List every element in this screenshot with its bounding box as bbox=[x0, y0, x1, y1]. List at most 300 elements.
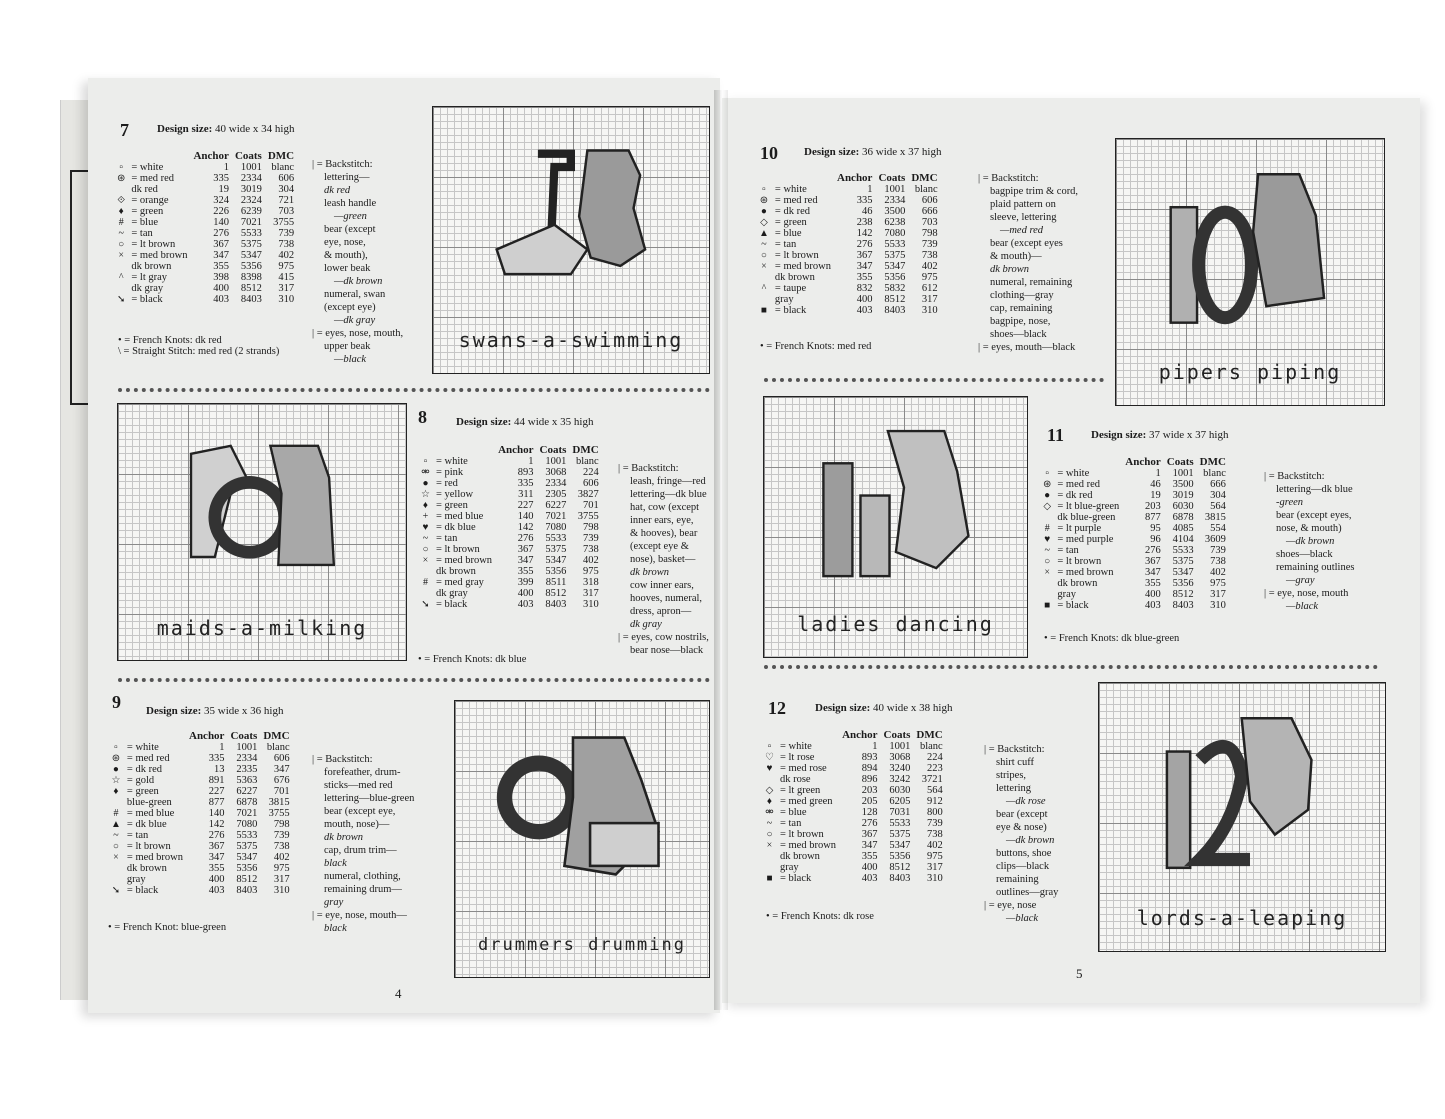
table-cell: 276 bbox=[1145, 545, 1161, 556]
note-line: shirt cuff bbox=[996, 757, 1035, 769]
note-line: lettering bbox=[996, 783, 1031, 795]
note-line: | = eyes, mouth—black bbox=[978, 342, 1076, 354]
table-cell: = med red bbox=[1057, 479, 1101, 490]
table-cell: = red bbox=[435, 478, 458, 489]
table-cell: 310 bbox=[921, 305, 938, 316]
table-cell: = tan bbox=[1057, 545, 1079, 556]
cross-stitch-chart bbox=[1115, 138, 1385, 406]
note-line: clothing—gray bbox=[990, 290, 1054, 302]
symbol-icon: × bbox=[766, 840, 773, 851]
table-cell: 1001 bbox=[889, 741, 911, 752]
note-line: -green bbox=[1276, 497, 1304, 509]
table-cell: = med brown bbox=[779, 840, 837, 851]
symbol-icon: ~ bbox=[113, 830, 119, 841]
table-cell: 5356 bbox=[240, 261, 262, 272]
cross-stitch-chart bbox=[454, 700, 710, 978]
color-key-table bbox=[762, 729, 946, 884]
bear-bagpipe-motif bbox=[1148, 166, 1352, 331]
footer-notes bbox=[1044, 633, 1179, 644]
table-cell: 676 bbox=[273, 775, 290, 786]
column-header: DMC bbox=[911, 172, 938, 184]
table-cell: = med brown bbox=[774, 261, 831, 272]
symbol-icon bbox=[108, 797, 124, 808]
table-cell: gray bbox=[126, 874, 146, 885]
table-cell: 5356 bbox=[545, 566, 567, 577]
column-header: Coats bbox=[539, 444, 567, 456]
table-row bbox=[762, 829, 946, 840]
table-header-row bbox=[418, 444, 602, 456]
symbol-icon: ^ bbox=[118, 272, 124, 283]
symbol-icon bbox=[762, 851, 777, 862]
table-cell: 403 bbox=[856, 305, 873, 316]
cross-stitch-chart bbox=[117, 403, 407, 661]
column-header: Anchor bbox=[837, 172, 873, 184]
bear-leaping-motif bbox=[1133, 710, 1350, 876]
table-row bbox=[114, 250, 297, 261]
chart-caption: maids-a-milking bbox=[156, 615, 368, 640]
symbol-icon: ● bbox=[760, 206, 767, 217]
table-cell: = white bbox=[131, 162, 164, 173]
table-cell: 5375 bbox=[545, 544, 567, 555]
symbol-icon: ♥ bbox=[422, 522, 429, 533]
symbol-icon: # bbox=[113, 808, 119, 819]
table-row bbox=[756, 195, 941, 206]
note-line: bagpipe trim & cord, bbox=[990, 186, 1079, 198]
note-line: numeral, swan bbox=[324, 289, 386, 301]
design-size: Design size: 44 wide x 35 high bbox=[456, 416, 594, 428]
bear-cow-motif bbox=[153, 430, 372, 589]
backstitch-notes bbox=[618, 462, 716, 657]
table-cell: = black bbox=[131, 294, 163, 305]
table-cell: 96 bbox=[1150, 534, 1161, 545]
column-header: Anchor bbox=[842, 729, 878, 741]
table-row bbox=[756, 184, 941, 195]
table-cell: 19 bbox=[1150, 490, 1161, 501]
table-row bbox=[1040, 578, 1229, 589]
table-row bbox=[418, 544, 602, 555]
table-cell: 415 bbox=[278, 272, 295, 283]
symbol-icon: ⊛ bbox=[111, 753, 121, 764]
table-cell: = black bbox=[435, 599, 468, 610]
table-cell: 1001 bbox=[240, 162, 262, 173]
chart-caption: drummers drumming bbox=[478, 934, 686, 955]
symbol-icon bbox=[114, 261, 128, 272]
symbol-icon: ➘ bbox=[421, 599, 430, 610]
table-cell: 739 bbox=[926, 818, 943, 829]
backstitch-notes bbox=[1264, 470, 1374, 613]
table-cell: 335 bbox=[213, 173, 229, 184]
table-cell: = green bbox=[126, 786, 159, 797]
table-header-row bbox=[762, 729, 946, 741]
table-cell: 347 bbox=[856, 261, 873, 272]
table-row bbox=[418, 500, 602, 511]
symbol-icon: ⟐ bbox=[117, 195, 126, 206]
table-cell: 6238 bbox=[884, 217, 906, 228]
table-cell: = lt gray bbox=[131, 272, 168, 283]
table-cell: 224 bbox=[926, 752, 943, 763]
table-cell: 223 bbox=[926, 763, 943, 774]
symbol-icon: ○ bbox=[766, 829, 773, 840]
table-row bbox=[1040, 523, 1229, 534]
design-number: 11 bbox=[1047, 425, 1065, 445]
table-row bbox=[418, 533, 602, 544]
table-cell: 400 bbox=[208, 874, 225, 885]
table-cell: 5356 bbox=[884, 272, 906, 283]
table-cell: 738 bbox=[278, 239, 295, 250]
table-cell: 347 bbox=[1145, 567, 1161, 578]
table-cell: dk rose bbox=[779, 774, 811, 785]
table-cell: 8512 bbox=[884, 294, 906, 305]
note-line: bagpipe, nose, bbox=[990, 316, 1051, 328]
symbol-icon: ■ bbox=[1044, 600, 1051, 611]
note-line: cap, drum trim— bbox=[324, 845, 397, 857]
table-cell: 3609 bbox=[1204, 534, 1226, 545]
note-line: forefeather, drum- bbox=[324, 767, 401, 779]
symbol-icon: × bbox=[761, 261, 767, 272]
table-cell: 798 bbox=[921, 228, 938, 239]
table-cell: 227 bbox=[208, 786, 225, 797]
page-number-left: 4 bbox=[395, 986, 402, 1001]
note-line: bear (except eyes, bbox=[1276, 510, 1352, 522]
bear-drum-motif bbox=[485, 729, 678, 900]
symbol-icon: ▫ bbox=[1045, 468, 1049, 479]
symbol-icon: # bbox=[422, 577, 428, 588]
symbol-icon: ☆ bbox=[111, 775, 121, 786]
table-cell: 367 bbox=[861, 829, 878, 840]
footer-line: • = French Knots: dk red bbox=[118, 335, 222, 346]
note-line: remaining drum— bbox=[324, 884, 402, 896]
design-number: 12 bbox=[768, 698, 786, 718]
symbol-icon: ▫ bbox=[762, 184, 766, 195]
table-cell: 893 bbox=[517, 467, 534, 478]
table-row bbox=[1040, 589, 1229, 600]
table-cell: 3755 bbox=[268, 808, 290, 819]
table-cell: 739 bbox=[1210, 545, 1226, 556]
symbol-icon bbox=[756, 272, 772, 283]
symbol-icon: × bbox=[422, 555, 429, 566]
table-row bbox=[418, 555, 602, 566]
table-row bbox=[418, 478, 602, 489]
table-cell: 5533 bbox=[1172, 545, 1194, 556]
table-cell: = med brown bbox=[131, 250, 188, 261]
symbol-icon bbox=[108, 863, 124, 874]
table-cell: 3019 bbox=[240, 184, 262, 195]
note-line: inner ears, eye, bbox=[630, 515, 694, 527]
table-cell: 5375 bbox=[889, 829, 911, 840]
note-line: | = eye, nose, mouth— bbox=[312, 910, 407, 922]
table-cell: 324 bbox=[213, 195, 229, 206]
table-cell: 367 bbox=[208, 841, 225, 852]
footer-line: \ = Straight Stitch: med red (2 strands) bbox=[118, 346, 280, 357]
table-cell: 5375 bbox=[236, 841, 258, 852]
footer-notes bbox=[118, 335, 279, 357]
footer-line: • = French Knots: dk blue-green bbox=[1044, 633, 1180, 644]
table-row bbox=[762, 873, 946, 884]
table-row bbox=[114, 184, 297, 195]
table-row bbox=[1040, 534, 1229, 545]
table-cell: = lt brown bbox=[774, 250, 819, 261]
table-cell: 701 bbox=[582, 500, 599, 511]
table-row bbox=[108, 830, 293, 841]
color-key-table bbox=[108, 730, 293, 896]
table-cell: 276 bbox=[213, 228, 229, 239]
symbol-icon: # bbox=[1044, 523, 1050, 534]
table-row bbox=[108, 764, 293, 775]
table-cell: 7080 bbox=[884, 228, 906, 239]
table-cell: 975 bbox=[273, 863, 290, 874]
table-cell: = black bbox=[779, 873, 812, 884]
table-cell: 140 bbox=[213, 217, 229, 228]
symbol-icon: ○ bbox=[760, 250, 767, 261]
table-cell: 3500 bbox=[1172, 479, 1194, 490]
note-line: outlines—gray bbox=[996, 887, 1059, 899]
table-row bbox=[108, 742, 293, 753]
table-cell: 3827 bbox=[577, 489, 599, 500]
table-cell: 3019 bbox=[1172, 490, 1194, 501]
table-cell: = lt rose bbox=[779, 752, 815, 763]
note-line: dk brown bbox=[324, 832, 363, 844]
table-row bbox=[762, 785, 946, 796]
table-cell: gray bbox=[1057, 589, 1077, 600]
table-cell: 5347 bbox=[889, 840, 911, 851]
table-cell: 6878 bbox=[236, 797, 258, 808]
note-line: leash, fringe—red bbox=[630, 476, 706, 488]
note-line: lettering—dk blue bbox=[630, 489, 707, 501]
table-cell: = med blue bbox=[435, 511, 484, 522]
chart-caption: ladies dancing bbox=[797, 612, 994, 637]
bear-swan-motif bbox=[466, 134, 676, 299]
table-cell: 7021 bbox=[240, 217, 262, 228]
table-cell: 347 bbox=[517, 555, 534, 566]
note-line: bear (except eye, bbox=[324, 806, 396, 818]
symbol-icon: ● bbox=[422, 478, 429, 489]
table-row bbox=[1040, 600, 1229, 611]
table-cell: = dk red bbox=[126, 764, 162, 775]
table-cell: dk brown bbox=[435, 566, 476, 577]
table-cell: 95 bbox=[1150, 523, 1161, 534]
table-row bbox=[418, 566, 602, 577]
table-cell: = taupe bbox=[774, 283, 807, 294]
table-cell: 2334 bbox=[240, 173, 262, 184]
table-row bbox=[114, 217, 297, 228]
table-cell: = med red bbox=[126, 753, 170, 764]
symbol-icon: ○ bbox=[422, 544, 429, 555]
symbol-icon: ♦ bbox=[422, 500, 429, 511]
table-row bbox=[418, 599, 602, 610]
note-line: cap, remaining bbox=[990, 303, 1053, 315]
table-cell: dk blue-green bbox=[1057, 512, 1116, 523]
symbol-icon bbox=[762, 862, 777, 873]
symbol-icon: ~ bbox=[422, 533, 429, 544]
note-line: —black bbox=[1006, 913, 1039, 925]
backstitch-notes bbox=[312, 158, 403, 366]
table-cell: dk brown bbox=[131, 261, 172, 272]
table-row bbox=[762, 763, 946, 774]
symbol-icon: ~ bbox=[761, 239, 767, 250]
table-cell: = white bbox=[774, 184, 807, 195]
table-cell: = black bbox=[774, 305, 807, 316]
table-cell: blanc bbox=[266, 742, 290, 753]
table-row bbox=[762, 862, 946, 873]
table-cell: 894 bbox=[861, 763, 878, 774]
note-line: & mouth), bbox=[324, 250, 368, 262]
table-cell: 5832 bbox=[884, 283, 906, 294]
note-line: | = Backstitch: bbox=[978, 173, 1039, 184]
table-cell: 3815 bbox=[1204, 512, 1226, 523]
table-cell: 276 bbox=[856, 239, 873, 250]
symbol-icon bbox=[108, 874, 124, 885]
table-row bbox=[114, 195, 297, 206]
table-cell: 1 bbox=[867, 184, 873, 195]
table-cell: 1001 bbox=[236, 742, 258, 753]
note-line: | = eyes, nose, mouth, bbox=[312, 328, 404, 340]
note-line: —green bbox=[334, 211, 367, 223]
table-row bbox=[1040, 545, 1229, 556]
table-cell: 2334 bbox=[545, 478, 567, 489]
table-cell: = tan bbox=[774, 239, 797, 250]
table-cell: 877 bbox=[1145, 512, 1161, 523]
table-cell: 226 bbox=[213, 206, 229, 217]
note-line: cow inner ears, bbox=[630, 580, 694, 592]
section-divider bbox=[118, 388, 710, 392]
table-row bbox=[114, 162, 297, 173]
table-row bbox=[114, 173, 297, 184]
table-cell: 347 bbox=[273, 764, 290, 775]
table-cell: 5347 bbox=[545, 555, 567, 566]
note-line: dress, apron— bbox=[630, 606, 692, 618]
table-cell: = blue bbox=[131, 217, 159, 228]
table-cell: 8398 bbox=[240, 272, 262, 283]
table-row bbox=[114, 239, 297, 250]
note-line: leash handle bbox=[324, 198, 377, 210]
table-row bbox=[762, 807, 946, 818]
table-cell: = dk red bbox=[1057, 490, 1093, 501]
table-cell: 739 bbox=[273, 830, 290, 841]
table-cell: 8512 bbox=[236, 874, 258, 885]
column-header: DMC bbox=[572, 444, 599, 456]
table-cell: 5533 bbox=[236, 830, 258, 841]
table-cell: 310 bbox=[582, 599, 599, 610]
table-cell: 5533 bbox=[884, 239, 906, 250]
table-row bbox=[418, 588, 602, 599]
table-row bbox=[114, 294, 297, 305]
table-header-row bbox=[114, 150, 297, 162]
note-line: —dk rose bbox=[1006, 796, 1046, 808]
table-cell: 5356 bbox=[1172, 578, 1194, 589]
symbol-icon: ^ bbox=[761, 283, 767, 294]
table-cell: 317 bbox=[1210, 589, 1226, 600]
table-cell: 6227 bbox=[545, 500, 567, 511]
table-cell: = white bbox=[1057, 468, 1090, 479]
table-cell: 5356 bbox=[889, 851, 911, 862]
chart-caption: lords-a-leaping bbox=[1136, 905, 1348, 930]
table-cell: 5533 bbox=[889, 818, 911, 829]
note-line: | = Backstitch: bbox=[1264, 471, 1325, 482]
table-cell: = pink bbox=[435, 467, 464, 478]
note-line: dk brown bbox=[990, 264, 1029, 276]
table-cell: dk gray bbox=[131, 283, 164, 294]
table-cell: 1 bbox=[219, 742, 225, 753]
symbol-icon: × bbox=[113, 852, 119, 863]
table-cell: 739 bbox=[278, 228, 295, 239]
table-row bbox=[108, 863, 293, 874]
note-line: —med red bbox=[1000, 225, 1044, 237]
table-cell: 142 bbox=[517, 522, 534, 533]
table-cell: 318 bbox=[582, 577, 599, 588]
symbol-icon: ⚮ bbox=[421, 467, 430, 478]
table-row bbox=[1040, 567, 1229, 578]
table-cell: 304 bbox=[1210, 490, 1226, 501]
table-cell: 6205 bbox=[889, 796, 911, 807]
note-line: black bbox=[324, 858, 347, 870]
table-row bbox=[762, 796, 946, 807]
table-cell: 317 bbox=[921, 294, 938, 305]
symbol-icon: ➘ bbox=[117, 294, 126, 305]
table-row bbox=[762, 851, 946, 862]
table-cell: 403 bbox=[208, 885, 225, 896]
table-cell: = blue bbox=[779, 807, 807, 818]
symbol-icon bbox=[1040, 512, 1054, 523]
table-cell: = white bbox=[435, 456, 468, 467]
note-line: | = eye, nose, mouth bbox=[1264, 588, 1349, 600]
table-row bbox=[1040, 490, 1229, 501]
table-cell: 2334 bbox=[884, 195, 906, 206]
table-cell: 128 bbox=[861, 807, 878, 818]
table-cell: 1001 bbox=[1172, 468, 1194, 479]
table-cell: 7021 bbox=[545, 511, 567, 522]
design-size: Design size: 35 wide x 36 high bbox=[146, 705, 284, 717]
table-row bbox=[756, 261, 941, 272]
table-cell: 8403 bbox=[545, 599, 567, 610]
symbol-icon: ~ bbox=[118, 228, 124, 239]
table-cell: 398 bbox=[213, 272, 229, 283]
table-cell: = green bbox=[131, 206, 164, 217]
table-cell: 3755 bbox=[273, 217, 295, 228]
design-number: 8 bbox=[418, 407, 427, 427]
note-line: | = Backstitch: bbox=[312, 754, 373, 765]
table-cell: 1 bbox=[528, 456, 534, 467]
table-cell: 3068 bbox=[889, 752, 911, 763]
symbol-icon: ▫ bbox=[767, 741, 772, 752]
table-cell: 403 bbox=[1145, 600, 1161, 611]
note-line: bear nose—black bbox=[630, 645, 704, 657]
table-cell: 227 bbox=[517, 500, 534, 511]
symbol-icon bbox=[1040, 589, 1054, 600]
table-cell: 6030 bbox=[889, 785, 911, 796]
table-cell: 335 bbox=[517, 478, 534, 489]
symbol-icon: ➘ bbox=[111, 885, 121, 896]
note-line: buttons, shoe bbox=[996, 848, 1052, 860]
symbol-icon: ~ bbox=[766, 818, 773, 829]
bear-dancing-motif bbox=[796, 423, 996, 584]
table-cell: 5375 bbox=[884, 250, 906, 261]
table-cell: 798 bbox=[582, 522, 599, 533]
table-row bbox=[762, 818, 946, 829]
table-cell: = lt brown bbox=[131, 239, 176, 250]
table-cell: 739 bbox=[582, 533, 599, 544]
table-row bbox=[756, 283, 941, 294]
symbol-icon bbox=[114, 184, 128, 195]
table-row bbox=[1040, 512, 1229, 523]
table-row bbox=[756, 294, 941, 305]
backstitch-notes bbox=[312, 753, 414, 935]
table-cell: 355 bbox=[208, 863, 225, 874]
symbol-icon: ☆ bbox=[421, 489, 430, 500]
symbol-icon: ~ bbox=[1044, 545, 1050, 556]
note-line: numeral, remaining bbox=[990, 277, 1073, 289]
color-key-table bbox=[114, 150, 297, 305]
symbol-icon: ■ bbox=[760, 305, 767, 316]
